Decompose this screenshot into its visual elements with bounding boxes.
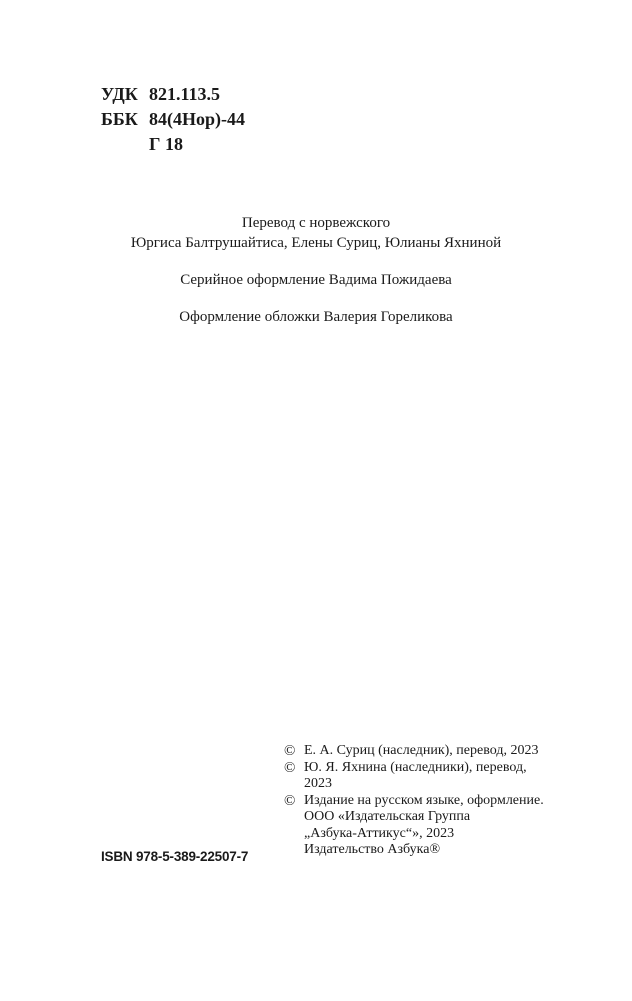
- bbk-label: ББК: [101, 109, 138, 129]
- copyright-line: Е. А. Суриц (наследник), перевод, 2023: [304, 743, 539, 758]
- copyright-block: [284, 743, 604, 859]
- translation-line-2: Юргиса Балтрушайтиса, Елены Суриц, Юлианы Яхниной: [130, 235, 502, 251]
- author-mark-row: [101, 132, 245, 157]
- copyright-line: Издательство Азбука®: [304, 842, 441, 857]
- isbn: ISBN 978-5-389-22507-7: [101, 849, 249, 864]
- copyright-line: 2023: [304, 776, 332, 791]
- copyright-entry: [284, 760, 604, 793]
- bbk-row: [101, 107, 245, 132]
- copyright-sign: ©: [284, 792, 296, 809]
- copyright-sign: ©: [284, 759, 296, 776]
- copyright-line: „Азбука-Аттикус“», 2023: [304, 825, 455, 841]
- udk-value: 821.113.5: [149, 84, 221, 104]
- copyright-line: ООО «Издательская Группа: [304, 809, 471, 824]
- copyright-sign: ©: [284, 743, 296, 759]
- cover-design-credit: Оформление обложки Валерия Гореликова: [179, 309, 453, 325]
- series-design-credit: Серийное оформление Вадима Пожидаева: [180, 272, 452, 288]
- copyright-line: Ю. Я. Яхнина (наследники), перевод,: [304, 759, 527, 775]
- credits-block: [0, 213, 632, 327]
- classification-block: [101, 82, 245, 157]
- udk-row: [101, 82, 245, 107]
- author-mark: Г 18: [149, 134, 183, 154]
- copyright-entry: [284, 793, 604, 859]
- copyright-entry: [284, 743, 604, 760]
- translation-line-1: Перевод с норвежского: [241, 215, 391, 231]
- copyright-line: Издание на русском языке, оформление.: [304, 792, 544, 808]
- udk-label: УДК: [101, 84, 138, 104]
- bbk-value: 84(4Нор)-44: [149, 109, 245, 129]
